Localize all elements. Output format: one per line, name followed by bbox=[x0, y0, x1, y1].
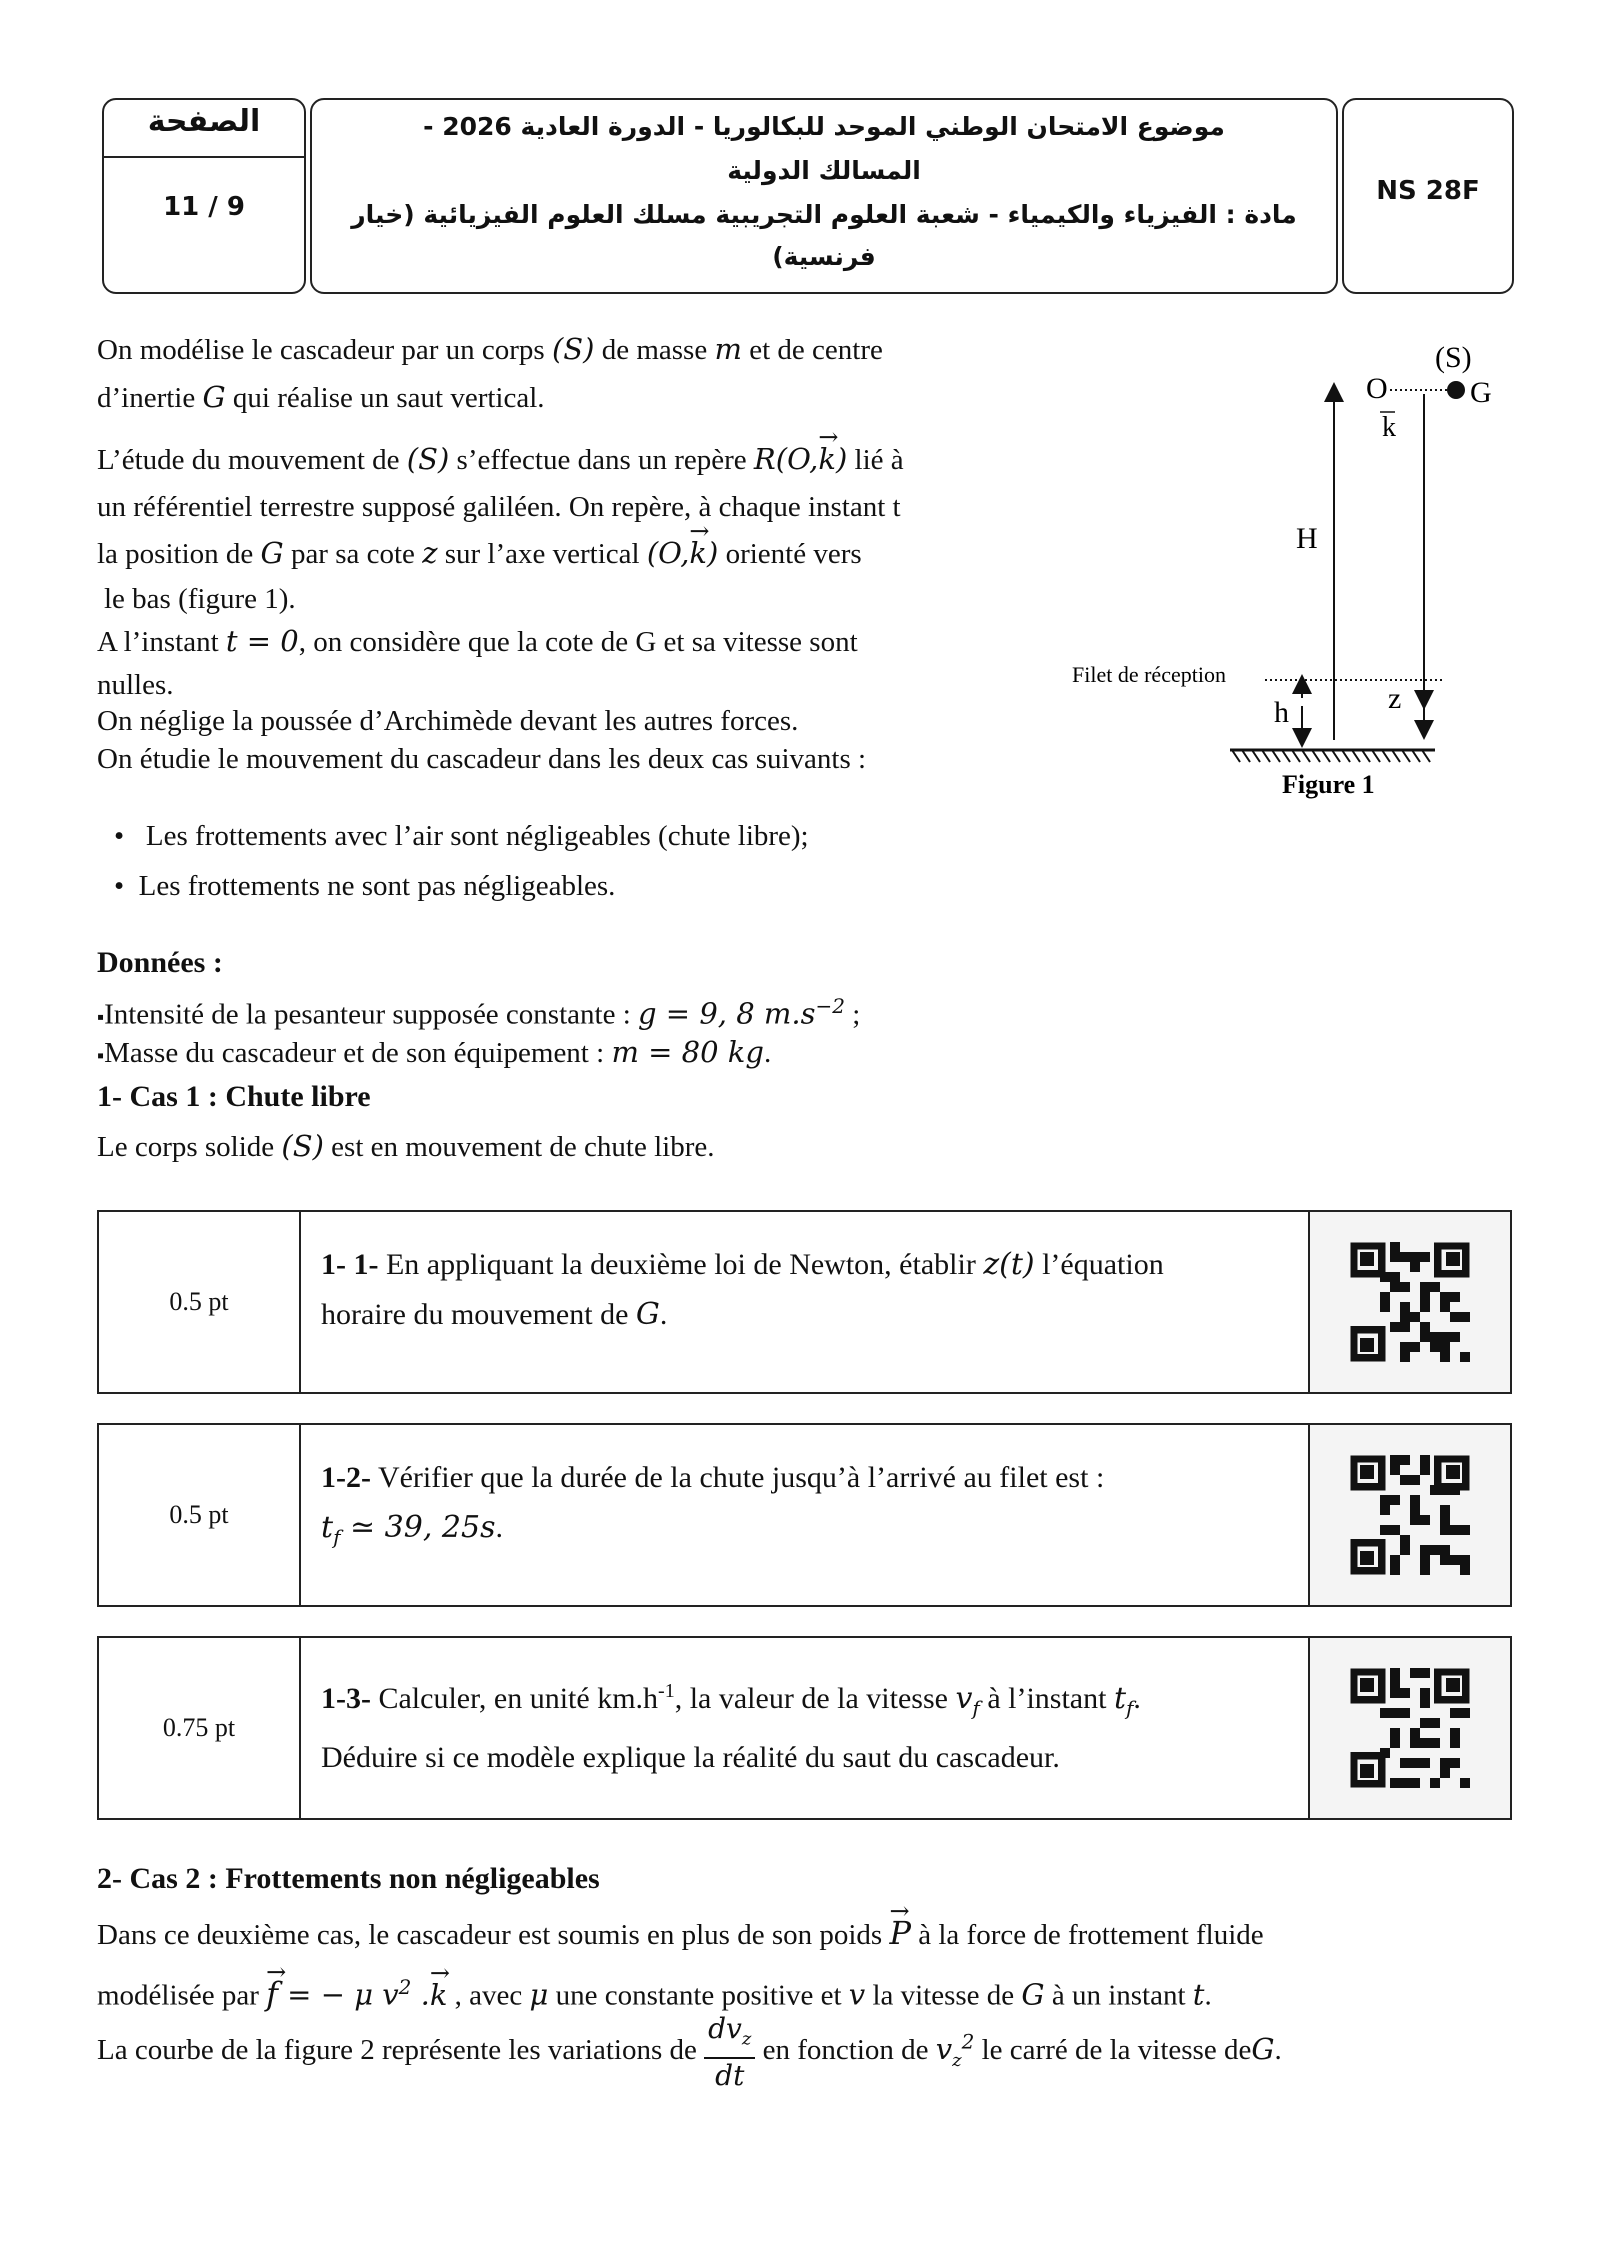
dvz-dt-fraction: $\frac{dv_z}{dt}$ bbox=[704, 2012, 755, 2093]
exam-code: NS 28F bbox=[1376, 176, 1480, 206]
intro-line-4: un référentiel terrestre supposé galiléen. On repère, à chaque instant t bbox=[97, 491, 901, 523]
cas1-title: 1- Cas 1 : Chute libre bbox=[97, 1080, 371, 1113]
points-cell: 0.5 pt bbox=[99, 1212, 301, 1392]
intro-line-8: nulles. bbox=[97, 669, 174, 701]
cas1-text: Le corps solide (S) est en mouvement de chute libre. bbox=[97, 1129, 715, 1163]
page-divider bbox=[104, 156, 304, 158]
exam-title-line2: المسالك الدولية bbox=[727, 156, 921, 185]
fig-label-G: G bbox=[1470, 376, 1492, 409]
points-cell: 0.75 pt bbox=[99, 1638, 301, 1818]
fig-label-net: Filet de réception bbox=[1072, 662, 1226, 687]
intro-line-5: la position de G par sa cote z sur l’axe vertical (O,→ k) orienté vers bbox=[97, 532, 862, 575]
fig-ground-hatch bbox=[1232, 750, 1430, 762]
qr-code-cell[interactable] bbox=[1308, 1425, 1510, 1605]
intro-line-3: L’étude du mouvement de (S) s’effectue dans un repère R(O,→ k) lié à bbox=[97, 438, 904, 481]
fig-label-z: z bbox=[1388, 682, 1402, 715]
intro-line-6: le bas (figure 1). bbox=[104, 583, 296, 615]
fig-label-O: O bbox=[1366, 372, 1388, 405]
cas2-title: 2- Cas 2 : Frottements non négligeables bbox=[97, 1862, 600, 1895]
qr-code-icon[interactable] bbox=[1350, 1668, 1470, 1788]
intro-line-10: On étudie le mouvement du cascadeur dans les deux cas suivants : bbox=[97, 743, 867, 775]
exam-title-line1: موضوع الامتحان الوطني الموحد للبكالوريا - الدورة العادية 2026 - bbox=[423, 112, 1225, 141]
intro-line-2: d’inertie G qui réalise un saut vertical. bbox=[97, 380, 545, 414]
fig-point-G bbox=[1447, 381, 1465, 399]
figure-1-diagram bbox=[1060, 330, 1500, 810]
cas2-line-2: modélisée par → f = − μ $v^2$ .→ k , avec μ une constante positive et v la vitesse de G à un instant t. bbox=[97, 1966, 1212, 2017]
fig-label-H: H bbox=[1296, 522, 1318, 555]
qr-code-cell[interactable] bbox=[1308, 1638, 1510, 1818]
qr-code-icon[interactable] bbox=[1350, 1242, 1470, 1362]
question-1-2 bbox=[97, 1423, 1512, 1607]
qr-code-cell[interactable] bbox=[1308, 1212, 1510, 1392]
fig-label-S: (S) bbox=[1435, 341, 1472, 374]
fig-label-h: h bbox=[1274, 696, 1289, 729]
donnees-m: ▪Masse du cascadeur et de son équipement : m = 80 kg. bbox=[97, 1035, 772, 1069]
question-1-3 bbox=[97, 1636, 1512, 1820]
qr-code-icon[interactable] bbox=[1350, 1455, 1470, 1575]
question-text: 1- 1- En appliquant la deuxième loi de Newton, établir z(t) l’équation horaire du mouvement de G. bbox=[321, 1247, 1164, 1332]
question-text: 1-2- Vérifier que la durée de la chute jusqu’à l’arrivé au filet est : $t_f$ ≃ 39, 25s. bbox=[321, 1461, 1105, 1549]
bullet-2: • Les frottements ne sont pas négligeables. bbox=[114, 870, 616, 902]
cas2-line-1: Dans ce deuxième cas, le cascadeur est soumis en plus de son poids → P à la force de frottement fluide bbox=[97, 1912, 1264, 1956]
donnees-g: ▪Intensité de la pesanteur supposée constante : g = 9, 8 $m.s^{-2}$ ; bbox=[97, 994, 861, 1031]
question-text: 1-3- Calculer, en unité $km.h^{-1}$, la valeur de la vitesse $v_f$ à l’instant $t_f$. Déduire si ce modèle explique la réalité du saut du cascadeur. bbox=[321, 1680, 1141, 1774]
fig-label-k: k bbox=[1382, 412, 1396, 443]
exam-title-line4: فرنسية) bbox=[772, 242, 876, 271]
exam-title-line3: مادة : الفيزياء والكيمياء - شعبة العلوم التجريبية مسلك العلوم الفيزيائية (خيار bbox=[351, 200, 1297, 229]
intro-line-1: On modélise le cascadeur par un corps (S) de masse m et de centre bbox=[97, 332, 883, 366]
cas2-line-3: La courbe de la figure 2 représente les variations de $\frac{dv_z}{dt}$ en fonction de $v_z^2$ le carré de la vitesse deG. bbox=[97, 2012, 1282, 2092]
exam-title-box bbox=[310, 98, 1338, 294]
page-label: الصفحة bbox=[147, 104, 261, 139]
exam-code-box bbox=[1342, 98, 1514, 294]
intro-line-7: A l’instant t = 0, on considère que la cote de G et sa vitesse sont bbox=[97, 624, 858, 658]
donnees-title: Données : bbox=[97, 946, 223, 979]
points-cell: 0.5 pt bbox=[99, 1425, 301, 1605]
page-box bbox=[102, 98, 306, 294]
fig-caption: Figure 1 bbox=[1282, 770, 1375, 799]
bullet-1: • Les frottements avec l’air sont négligeables (chute libre); bbox=[114, 820, 809, 852]
question-1-1 bbox=[97, 1210, 1512, 1394]
page-number: 11 / 9 bbox=[163, 192, 245, 222]
intro-line-9: On néglige la poussée d’Archimède devant les autres forces. bbox=[97, 705, 799, 737]
